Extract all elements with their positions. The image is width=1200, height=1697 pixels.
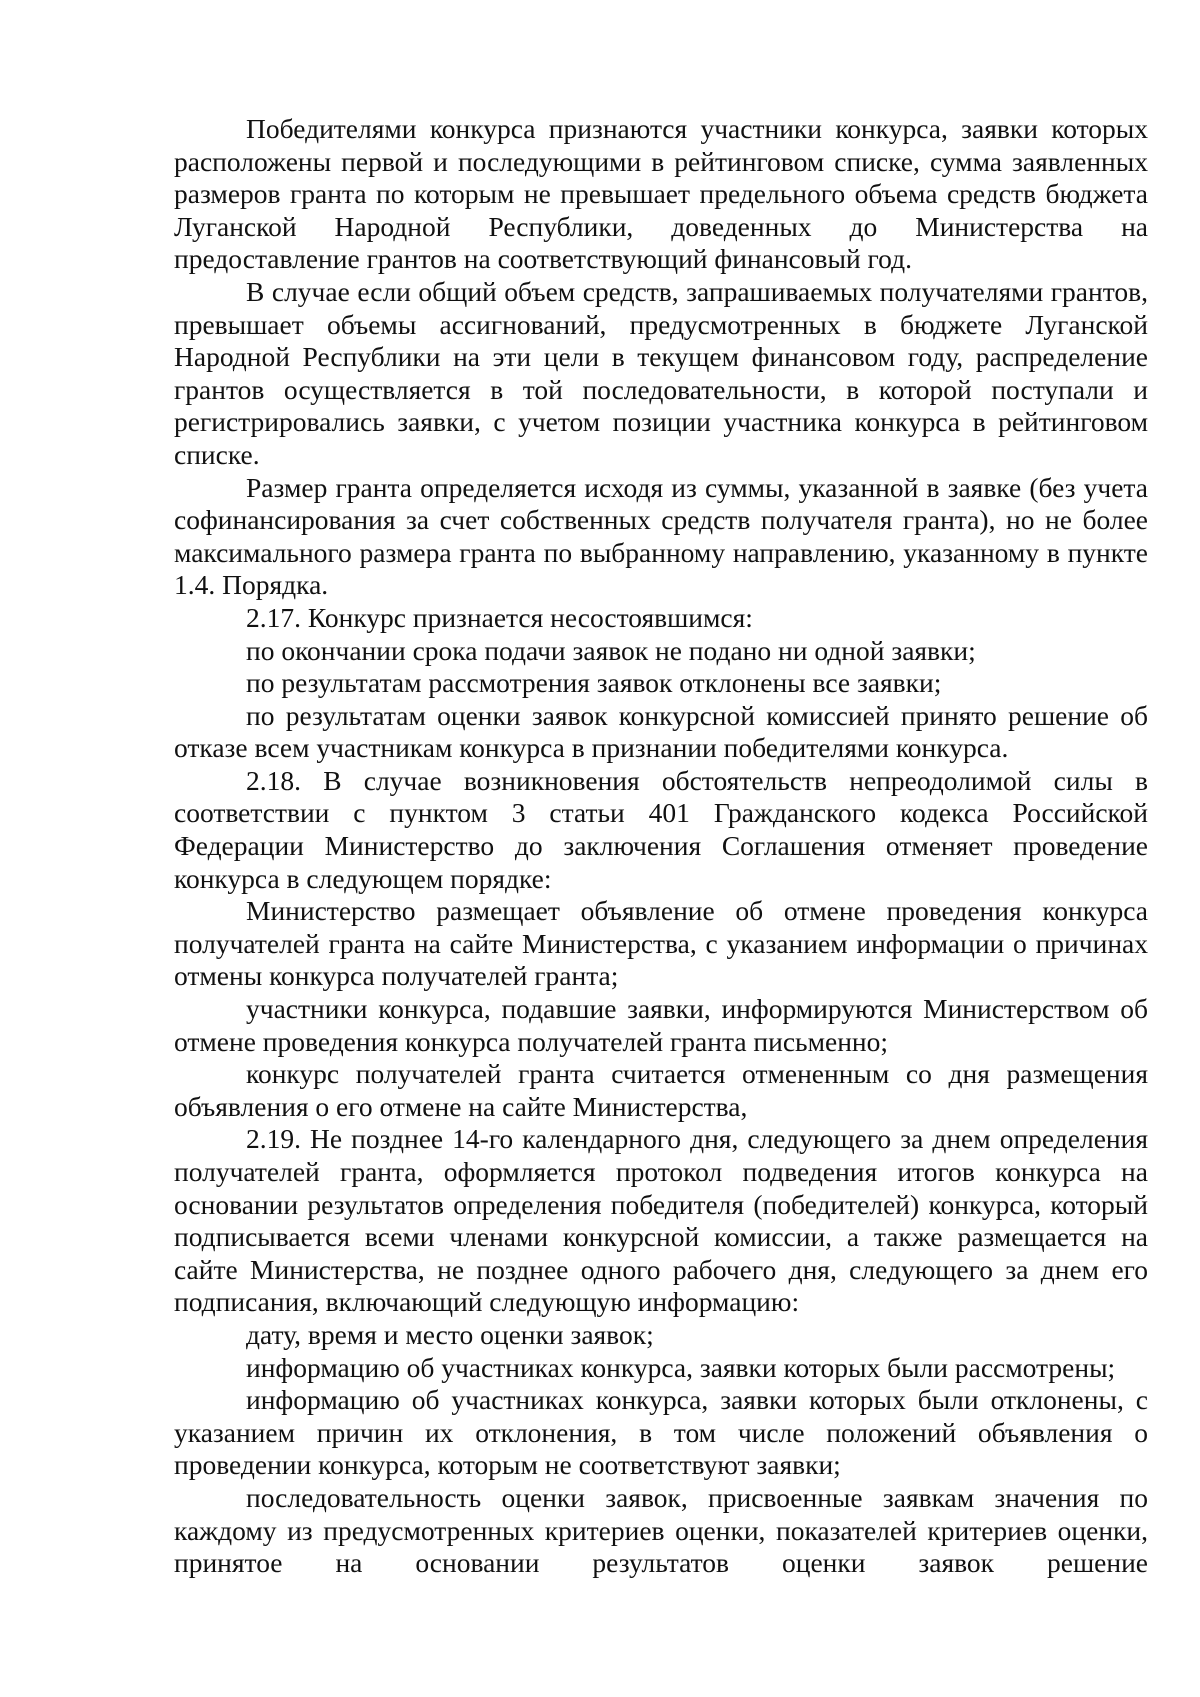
paragraph-cancellation-notice: Министерство размещает объявление об отмене проведения конкурса получателей гранта на сайте Министерства, с указанием информации о причинах отмены конкурса получателей гранта; bbox=[174, 895, 1148, 992]
paragraph-2-17-heading: 2.17. Конкурс признается несостоявшимся: bbox=[246, 601, 753, 633]
document-body bbox=[174, 113, 1148, 1580]
paragraph-2-19-protocol: 2.19. Не позднее 14-го календарного дня, следующего за днем определения получателей гранта, оформляется протокол подведения итогов конкурса на основании результатов определения победителя (победителей) конкурса, который подписывается всеми членами конкурсной комиссии, а также размещается на сайте Министерства, не позднее одного рабочего дня, следующего за днем его подписания, включающий следующую информацию: bbox=[174, 1123, 1148, 1318]
paragraph-refusal-decision: по результатам оценки заявок конкурсной комиссией принято решение об отказе всем участникам конкурса в признании победителями конкурса. bbox=[174, 699, 1148, 764]
paragraph-2-18-force-majeure: 2.18. В случае возникновения обстоятельств непреодолимой силы в соответствии с пунктом 3 статьи 401 Гражданского кодекса Российской Федерации Министерство до заключения Соглашения отменяет проведение конкурса в следующем порядке: bbox=[174, 764, 1148, 894]
paragraph-rejected-participants: информацию об участниках конкурса, заявки которых были отклонены, с указанием причин их отклонения, в том числе положений объявления о проведении конкурса, которым не соответствуют заявки; bbox=[174, 1384, 1148, 1481]
paragraph-participants-informed: участники конкурса, подавшие заявки, информируются Министерством об отмене проведения конкурса получателей гранта письменно; bbox=[174, 993, 1148, 1057]
paragraph-funds-exceed: В случае если общий объем средств, запрашиваемых получателями грантов, превышает объемы ассигнований, предусмотренных в бюджете Луганской Народной Республики на эти цели в текущем финансовом году, распределение грантов осуществляется в той последовательности, в которой поступали и регистрировались заявки, с учетом позиции участника конкурса в рейтинговом списке. bbox=[174, 275, 1148, 470]
paragraph-grant-size: Размер гранта определяется исходя из суммы, указанной в заявке (без учета софинансирования за счет собственных средств получателя гранта), но не более максимального размера гранта по выбранному направлению, указанному в пункте 1.4. Порядка. bbox=[174, 471, 1148, 601]
paragraph-winners: Победителями конкурса признаются участники конкурса, заявки которых расположены первой и последующими в рейтинговом списке, сумма заявленных размеров гранта по которым не превышает предельного объема средств бюджета Луганской Народной Республики, доведенных до Министерства на предоставление грантов на соответствующий финансовый год. bbox=[174, 113, 1148, 275]
paragraph-reviewed-participants: информацию об участниках конкурса, заявки которых были рассмотрены; bbox=[246, 1351, 1116, 1383]
paragraph-date-time-place: дату, время и место оценки заявок; bbox=[246, 1318, 654, 1350]
paragraph-all-rejected: по результатам рассмотрения заявок отклонены все заявки; bbox=[246, 667, 942, 699]
paragraph-no-applications: по окончании срока подачи заявок не подано ни одной заявки; bbox=[246, 634, 976, 666]
paragraph-cancelled-date: конкурс получателей гранта считается отмененным со дня размещения объявления о его отмене на сайте Министерства, bbox=[174, 1058, 1148, 1122]
paragraph-evaluation-sequence: последовательность оценки заявок, присвоенные заявкам значения по каждому из предусмотренных критериев оценки, показателей критериев оценки, принятое на основании результатов оценки заявок решение bbox=[174, 1481, 1148, 1579]
